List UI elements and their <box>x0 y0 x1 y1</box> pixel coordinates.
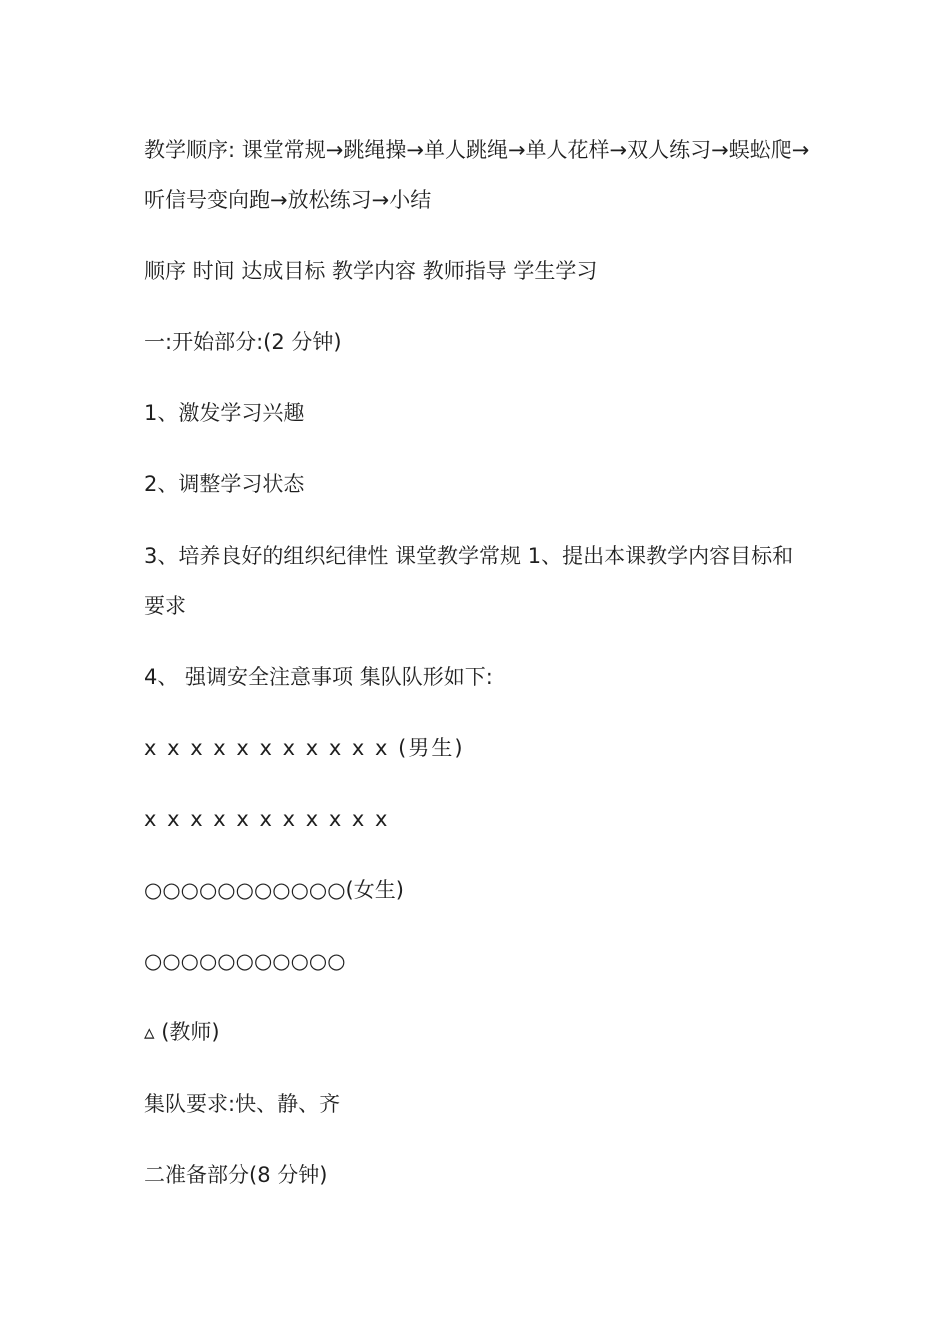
section-heading-start: 一:开始部分:(2 分钟) <box>144 330 342 354</box>
teaching-sequence-paragraph: 教学顺序: 课堂常规→跳绳操→单人跳绳→单人花样→双人练习→蜈蚣爬→听信号变向跑→放松练习→小结 <box>144 138 810 212</box>
formation-row-girls-2: ○○○○○○○○○○○ <box>144 949 346 973</box>
section-heading-preparation: 二准备部分(8 分钟) <box>144 1163 328 1187</box>
formation-row-boys-2: x x x x x x x x x x x <box>144 807 390 831</box>
assembly-requirements: 集队要求:快、静、齐 <box>144 1092 341 1116</box>
goal-item-2: 2、调整学习状态 <box>144 472 305 496</box>
formation-row-girls-1: ○○○○○○○○○○○(女生) <box>144 878 404 902</box>
table-header-line: 顺序 时间 达成目标 教学内容 教师指导 学生学习 <box>144 259 598 283</box>
goal-item-1: 1、激发学习兴趣 <box>144 401 305 425</box>
formation-teacher-marker: ▵ (教师) <box>144 1020 220 1044</box>
goal-item-4: 4、 强调安全注意事项 集队队形如下: <box>144 665 493 689</box>
formation-row-boys-1: x x x x x x x x x x x (男生) <box>144 736 465 760</box>
goal-item-3: 3、培养良好的组织纪律性 课堂教学常规 1、提出本课教学内容目标和要求 <box>144 544 794 618</box>
